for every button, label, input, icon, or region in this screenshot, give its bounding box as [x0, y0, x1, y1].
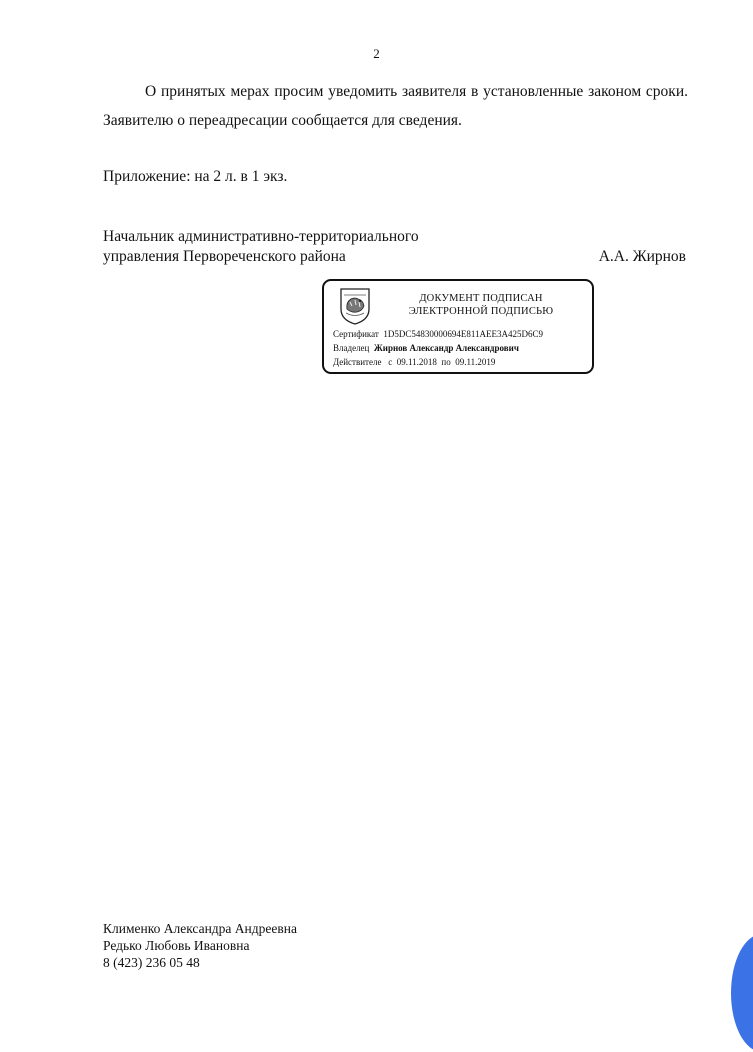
valid-to-label: по — [441, 357, 451, 367]
certificate-label: Сертификат — [333, 329, 379, 339]
contact-line-1: Клименко Александра Андреевна — [103, 921, 297, 936]
page-number: 2 — [373, 46, 380, 61]
signatory-title-line-2: управления Первореченского района — [103, 248, 346, 265]
contact-phone: 8 (423) 236 05 48 — [103, 955, 200, 970]
signatory-name: А.А. Жирнов — [598, 248, 686, 265]
valid-from-label: с — [388, 357, 393, 367]
stamp-heading — [376, 292, 586, 318]
scroll-overlay-edge — [731, 934, 753, 1052]
owner-value: Жирнов Александр Александрович — [373, 343, 519, 353]
attachment-note: Приложение: на 2 л. в 1 экз. — [103, 168, 288, 185]
body-paragraph-text: О принятых мерах просим уведомить заявителя в установленные законом сроки. Заявителю о переадресации сообщается для сведения. — [103, 83, 688, 129]
stamp-heading-line-1: ДОКУМЕНТ ПОДПИСАН — [419, 293, 543, 304]
certificate-value: 1D5DC54830000694E811AEE3A425D6C9 — [383, 329, 543, 339]
electronic-signature-stamp — [322, 279, 594, 374]
signatory-title-line-1: Начальник административно-территориального — [103, 228, 419, 245]
signatory-title — [103, 227, 419, 267]
stamp-heading-line-2: ЭЛЕКТРОННОЙ ПОДПИСЬЮ — [408, 306, 554, 317]
executor-contacts — [103, 920, 297, 971]
stamp-validity-row — [333, 356, 495, 368]
valid-label: Действителе — [333, 357, 382, 367]
tiger-coat-of-arms-icon — [338, 287, 372, 325]
valid-to-date: 09.11.2019 — [455, 357, 496, 367]
stamp-certificate-row — [333, 328, 543, 340]
contact-line-2: Редько Любовь Ивановна — [103, 938, 250, 953]
stamp-owner-row — [333, 342, 519, 354]
valid-from-date: 09.11.2018 — [396, 357, 437, 367]
body-paragraph — [103, 77, 688, 135]
owner-label: Владелец — [333, 343, 370, 353]
